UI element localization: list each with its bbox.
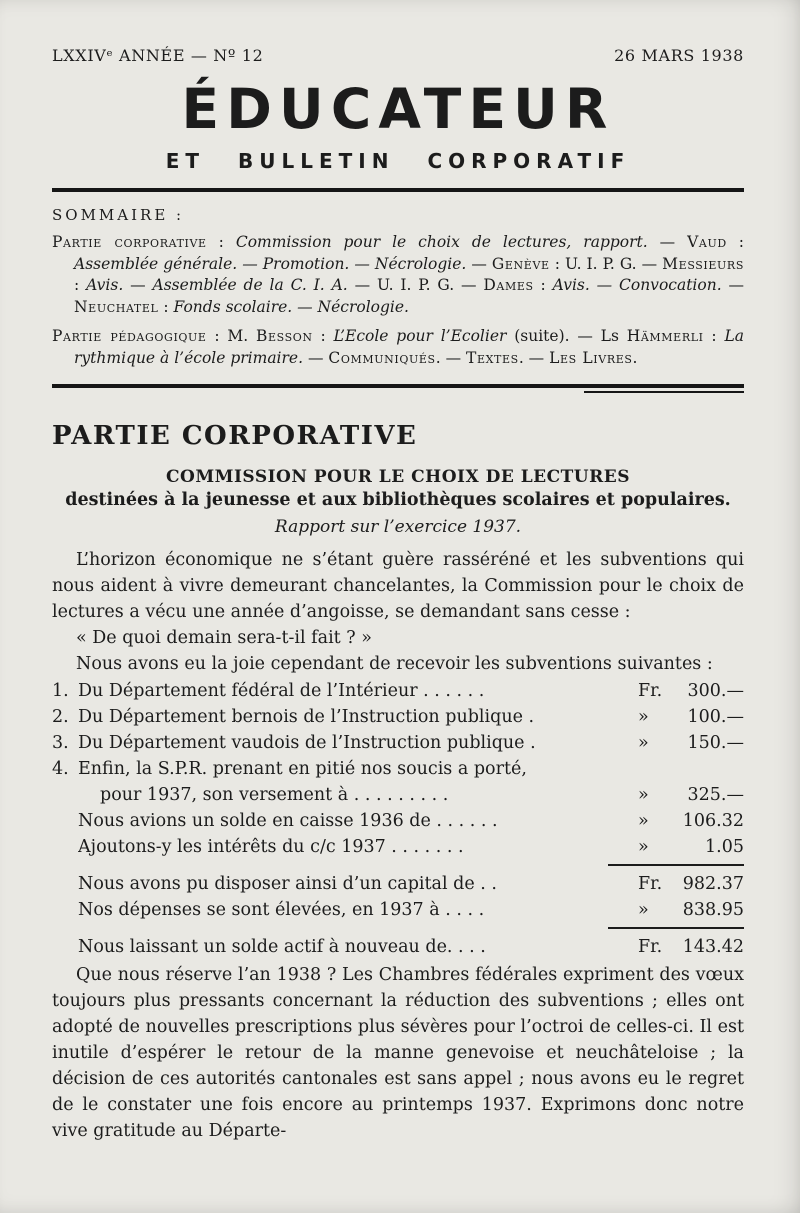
sommaire-item-corporative: Partie corporative : Commission pour le choix de lectures, rapport. — Vaud : Assemblée générale. — Promotion. — Nécrologie. — Genève : U. I. P. G. — Messieurs : Avis. — Assemblée de la C. I. A. — U. I. P. G. — Dames : Avis. — Convocation. — Neuchatel : Fonds scolaire. — Nécrologie.	[52, 233, 744, 316]
table-row	[52, 730, 744, 756]
table-row-total	[52, 897, 744, 923]
sommaire-label: SOMMAIRE :	[52, 206, 185, 224]
row-currency: »	[638, 733, 649, 753]
sommaire-item-pedagogique: Partie pédagogique : M. Besson : L’Ecole pour l’Ecolier (suite). — Ls Hämmerli : La rythmique à l’école primaire. — Communiqués. — Textes. — Les Livres.	[52, 327, 744, 367]
paragraph-subventions: Nous avons eu la joie cependant de recevoir les subventions suivantes :	[76, 654, 713, 674]
row-currency: Fr.	[638, 937, 663, 957]
row-amount: 982.37	[682, 874, 744, 894]
paragraph-quote: « De quoi demain sera-t-il fait ? »	[76, 628, 372, 648]
row-currency: »	[638, 900, 649, 920]
row-currency: »	[638, 837, 649, 857]
total-rule	[608, 927, 744, 929]
row-amount: 838.95	[682, 900, 744, 920]
report-title-line1: COMMISSION POUR LE CHOIX DE LECTURES	[166, 467, 630, 487]
table-row	[52, 678, 744, 704]
issue-number: LXXIVᵉ ANNÉE — Nº 12	[52, 46, 264, 65]
table-row	[52, 808, 744, 834]
row-amount: 106.32	[682, 811, 744, 831]
table-row	[52, 782, 744, 808]
row-number: 2.	[52, 707, 69, 727]
row-amount: 150.—	[687, 733, 744, 753]
row-number	[52, 782, 78, 808]
row-currency: »	[638, 785, 649, 805]
masthead	[52, 46, 744, 173]
table-row	[52, 704, 744, 730]
paragraph-conclusion: Que nous réserve l’an 1938 ? Les Chambres fédérales expriment des vœux toujours plus pressants concernant la réduction des subventions ; elles ont adopté de nouvelles prescriptions plus sévères pour l’octroi de celles-ci. Il est inutile d’espérer le retour de la manne genevoise et neuchâteloise ; la décision de ces autorités cantonales est sans appel ; nous avons eu le regret de le constater une fois encore au printemps 1937. Exprimons donc notre vive gratitude au Départe-	[52, 965, 744, 1141]
row-currency: »	[638, 811, 649, 831]
row-number: 3.	[52, 733, 69, 753]
subventions-account-table	[52, 678, 744, 960]
row-label: Nous avons pu disposer ainsi d’un capital de . .	[78, 874, 497, 894]
row-label: Du Département fédéral de l’Intérieur . . . . . .	[78, 681, 485, 701]
row-label: Nous avions un solde en caisse 1936 de . . . . . .	[78, 811, 498, 831]
journal-subtitle: ET BULLETIN CORPORATIF	[165, 149, 631, 173]
report-subtitle: Rapport sur l’exercice 1937.	[274, 517, 522, 537]
article-partie-corporative	[52, 421, 744, 1144]
row-currency: Fr.	[638, 874, 663, 894]
table-of-contents	[52, 206, 744, 369]
report-title-line2: destinées à la jeunesse et aux bibliothèques scolaires et populaires.	[65, 490, 731, 510]
row-label: Du Département bernois de l’Instruction publique .	[78, 707, 535, 727]
row-amount: 1.05	[705, 837, 744, 857]
table-row-result	[52, 934, 744, 960]
row-number	[52, 808, 78, 834]
row-amount: 143.42	[682, 937, 744, 957]
issue-date: 26 MARS 1938	[614, 46, 744, 65]
subtotal-rule	[608, 864, 744, 866]
row-number	[52, 934, 78, 960]
row-currency: Fr.	[638, 681, 663, 701]
section-heading: PARTIE CORPORATIVE	[52, 421, 418, 451]
row-amount: 300.—	[687, 681, 744, 701]
table-row-total	[52, 871, 744, 897]
masthead-row	[52, 46, 744, 65]
row-currency	[634, 756, 670, 782]
row-number: 4.	[52, 759, 69, 779]
row-label: pour 1937, son versement à . . . . . . . . .	[100, 785, 449, 805]
row-amount: 325.—	[687, 785, 744, 805]
row-label: Nous laissant un solde actif à nouveau de. . . .	[78, 937, 486, 957]
sommaire-divider-rule	[52, 384, 744, 388]
row-label: Du Département vaudois de l’Instruction publique .	[78, 733, 536, 753]
row-label: Nos dépenses se sont élevées, en 1937 à . . . .	[78, 900, 485, 920]
table-row	[52, 756, 744, 782]
row-amount: 100.—	[687, 707, 744, 727]
row-number	[52, 871, 78, 897]
row-label: Ajoutons-y les intérêts du c/c 1937 . . . . . . .	[78, 837, 464, 857]
row-label: Enfin, la S.P.R. prenant en pitié nos soucis a porté,	[78, 759, 527, 779]
sommaire-divider-rule-tail	[584, 391, 744, 393]
row-number	[52, 834, 78, 860]
row-number	[52, 897, 78, 923]
paragraph-intro: L’horizon économique ne s’étant guère rasséréné et les subventions qui nous aident à vivre demeurant chancelantes, la Commission pour le choix de lectures a vécu une année d’angoisse, se demandant sans cesse :	[52, 550, 744, 622]
row-amount	[670, 756, 744, 782]
row-currency: »	[638, 707, 649, 727]
journal-title: ÉDUCATEUR	[181, 77, 615, 141]
masthead-divider-rule	[52, 188, 744, 192]
row-number: 1.	[52, 681, 69, 701]
table-row	[52, 834, 744, 860]
